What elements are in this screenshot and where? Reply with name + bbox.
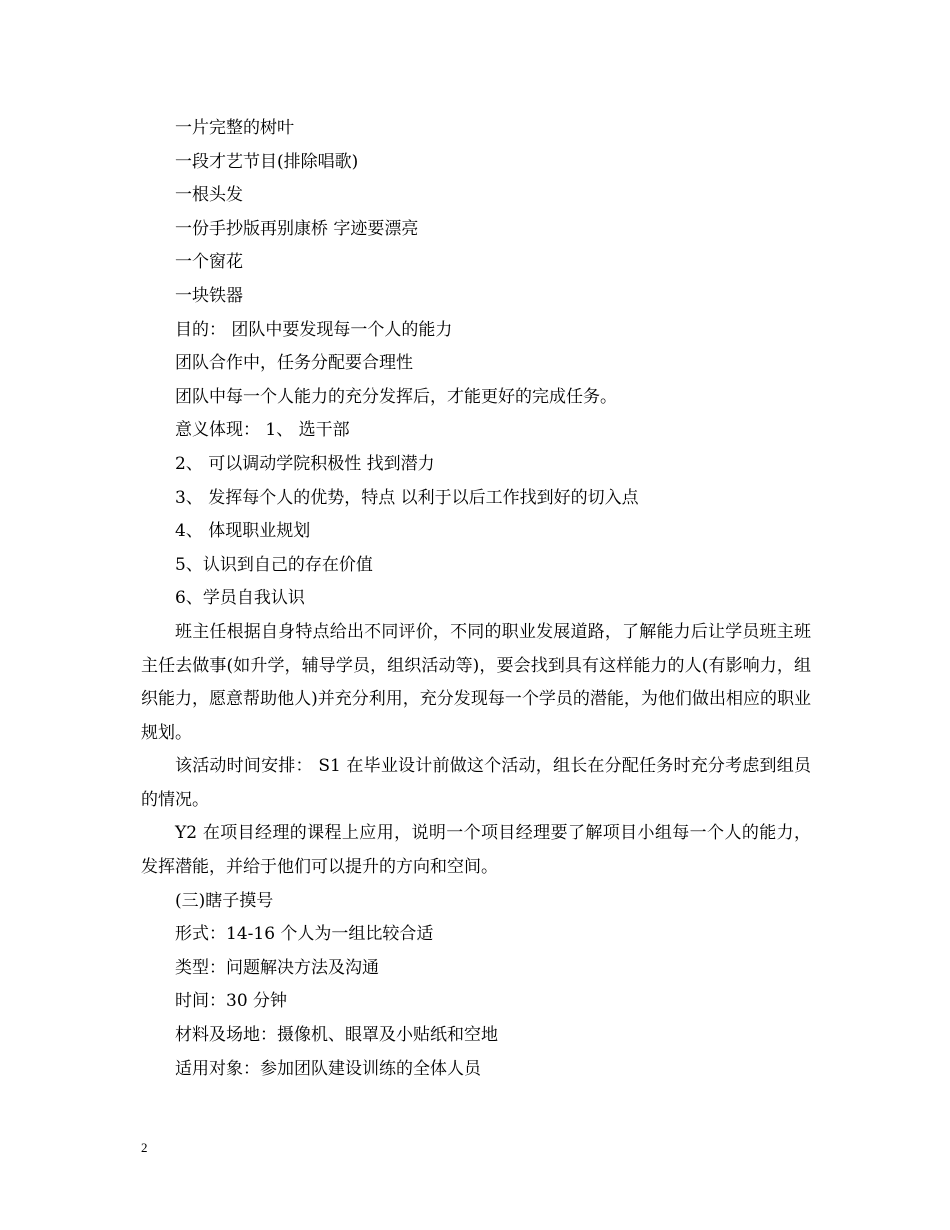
purpose-line: 目的： 团队中要发现每一个人的能力 [175, 319, 453, 340]
list-item: 一块铁器 [175, 285, 243, 306]
text-line: 团队中每一个人能力的充分发挥后，才能更好的完成任务。 [175, 386, 617, 407]
numbered-item: 6、学员自我认识 [175, 588, 305, 609]
text-line: 团队合作中，任务分配要合理性 [175, 353, 413, 374]
text-line: 适用对象：参加团队建设训练的全体人员 [175, 1058, 481, 1079]
paragraph: 班主任根据自身特点给出不同评价，不同的职业发展道路，了解能力后让学员班主班主任去做事(如升学，辅导学员，组织活动等)，要会找到具有这样能力的人(有影响力，组织能力，愿意帮助他人)并充分利用，充分发现每一个学员的潜能，为他们做出相应的职业规划。 [141, 621, 811, 743]
text-line: 类型：问题解决方法及沟通 [175, 957, 379, 978]
document-body [141, 112, 811, 1086]
list-item: 一片完整的树叶 [175, 118, 294, 138]
page-number: 2 [141, 1140, 148, 1155]
paragraph: 该活动时间安排： S1 在毕业设计前做这个活动，组长在分配任务时充分考虑到组员的情况。 [141, 756, 811, 810]
paragraph: Y2 在项目经理的课程上应用，说明一个项目经理要了解项目小组每一个人的能力，发挥潜能，并给于他们可以提升的方向和空间。 [141, 823, 811, 878]
numbered-item: 2、 可以调动学院积极性 找到潜力 [175, 453, 435, 474]
significance-line: 意义体现： 1、 选干部 [175, 420, 350, 441]
numbered-item: 3、 发挥每个人的优势，特点 以利于以后工作找到好的切入点 [175, 487, 639, 508]
list-item: 一根头发 [175, 185, 243, 206]
list-item: 一个窗花 [175, 252, 243, 273]
text-line: 形式：14-16 个人为一组比较合适 [175, 924, 434, 945]
section-heading: (三)瞎子摸号 [175, 890, 274, 911]
numbered-item: 4、 体现职业规划 [175, 521, 311, 542]
list-item: 一段才艺节目(排除唱歌) [175, 151, 359, 172]
list-item: 一份手抄版再别康桥 字迹要漂亮 [175, 218, 419, 239]
text-line: 材料及场地：摄像机、眼罩及小贴纸和空地 [175, 1025, 498, 1046]
numbered-item: 5、认识到自己的存在价值 [175, 554, 373, 575]
text-line: 时间：30 分钟 [175, 991, 288, 1012]
